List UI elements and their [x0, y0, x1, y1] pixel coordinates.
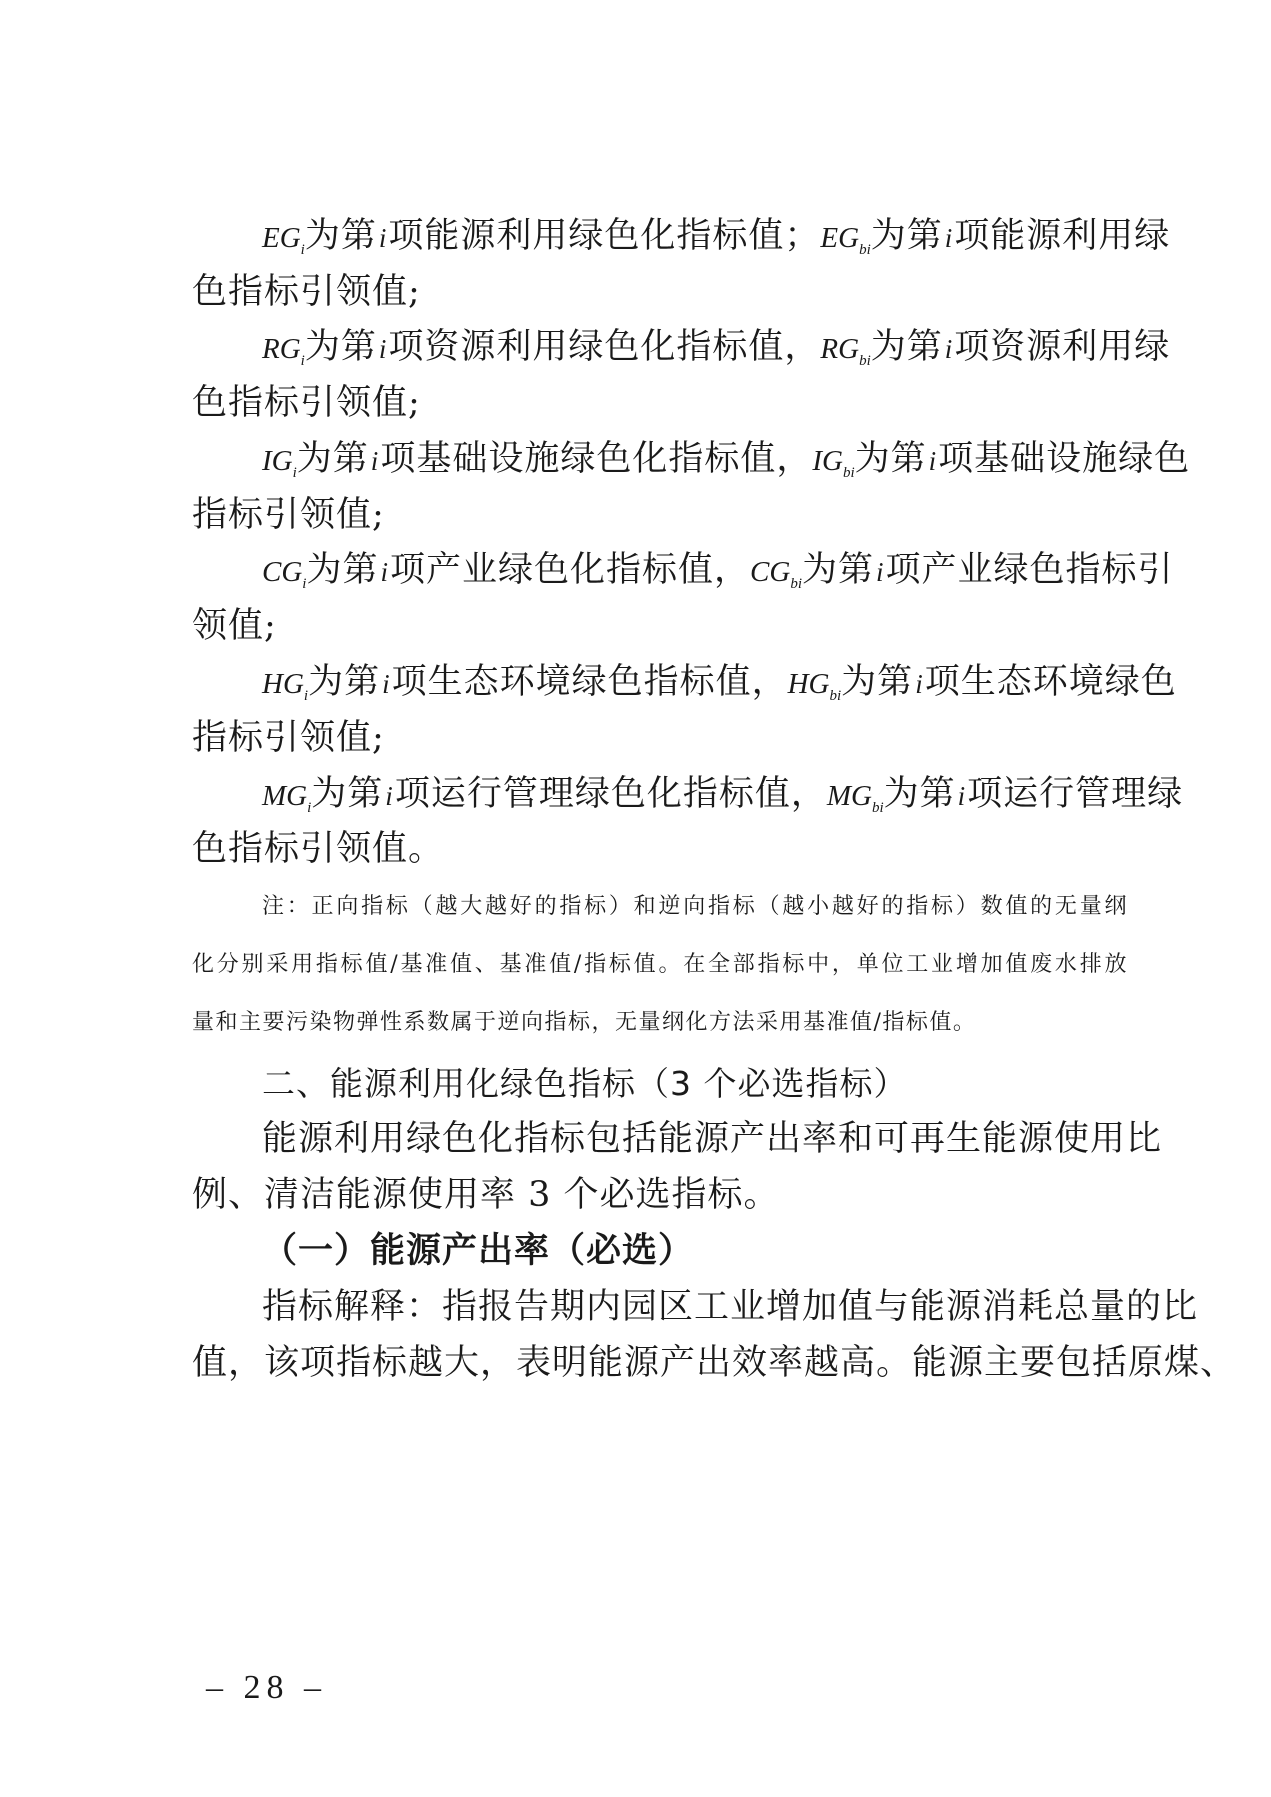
- section-paragraph-line-1: 能源利用绿色化指标包括能源产出率和可再生能源使用比: [262, 1119, 1163, 1159]
- definition-eg-cont: 色指标引领值;: [192, 272, 421, 312]
- definition-cg-cont: 领值;: [192, 606, 277, 646]
- symbol: $EG_i$: [262, 222, 305, 258]
- symbol: $RG_i$: [262, 333, 305, 369]
- symbol: $CG_{bi}$: [750, 556, 802, 592]
- definition-mg-cont: 色指标引领值。: [192, 829, 445, 869]
- section-paragraph-line-2: 例、清洁能源使用率 3 个必选指标。: [192, 1175, 780, 1215]
- definition-hg-cont: 指标引领值;: [192, 718, 385, 758]
- note-line-3: 量和主要污染物弹性系数属于逆向指标，无量纲化方法采用基准值/指标值。: [192, 1010, 977, 1035]
- definition-mg: $MG_i$为第i项运行管理绿色化指标值，$MG_{bi}$为第i项运行管理绿: [262, 774, 1184, 816]
- note-line-2: 化分别采用指标值/基准值、基准值/指标值。在全部指标中，单位工业增加值废水排放: [192, 952, 1128, 977]
- page-number: – 28 –: [206, 1669, 327, 1706]
- definition-cg: $CG_i$为第i项产业绿色化指标值，$CG_{bi}$为第i项产业绿色指标引: [262, 550, 1174, 592]
- definition-ig: $IG_i$为第i项基础设施绿色化指标值，$IG_{bi}$为第i项基础设施绿色: [262, 439, 1191, 481]
- subsection-heading: （一）能源产出率（必选）: [262, 1230, 695, 1271]
- subsection-line-2: 值，该项指标越大，表明能源产出效率越高。能源主要包括原煤、: [192, 1343, 1237, 1383]
- symbol: $HG_{bi}$: [787, 668, 842, 704]
- definition-hg: $HG_i$为第i项生态环境绿色指标值，$HG_{bi}$为第i项生态环境绿色: [262, 662, 1177, 704]
- symbol: $RG_{bi}$: [820, 333, 871, 369]
- note-line-1: 注：正向指标（越大越好的指标）和逆向指标（越小越好的指标）数值的无量纲: [262, 894, 1128, 919]
- symbol: $IG_{bi}$: [812, 445, 855, 481]
- symbol: $MG_{bi}$: [826, 780, 884, 816]
- definition-ig-cont: 指标引领值;: [192, 495, 385, 535]
- symbol: $EG_{bi}$: [820, 222, 871, 258]
- section-heading: 二、能源利用化绿色指标（3 个必选指标）: [262, 1064, 908, 1103]
- symbol: $CG_i$: [262, 556, 307, 592]
- definition-eg: $EG_i$为第i项能源利用绿色化指标值；$EG_{bi}$为第i项能源利用绿: [262, 216, 1171, 258]
- definition-rg-cont: 色指标引领值;: [192, 383, 421, 423]
- subsection-line-1: 指标解释：指报告期内园区工业增加值与能源消耗总量的比: [262, 1287, 1199, 1327]
- definition-rg: $RG_i$为第i项资源利用绿色化指标值，$RG_{bi}$为第i项资源利用绿: [262, 327, 1171, 369]
- symbol: $HG_i$: [262, 668, 309, 704]
- symbol: $IG_i$: [262, 445, 297, 481]
- symbol: $MG_i$: [262, 780, 312, 816]
